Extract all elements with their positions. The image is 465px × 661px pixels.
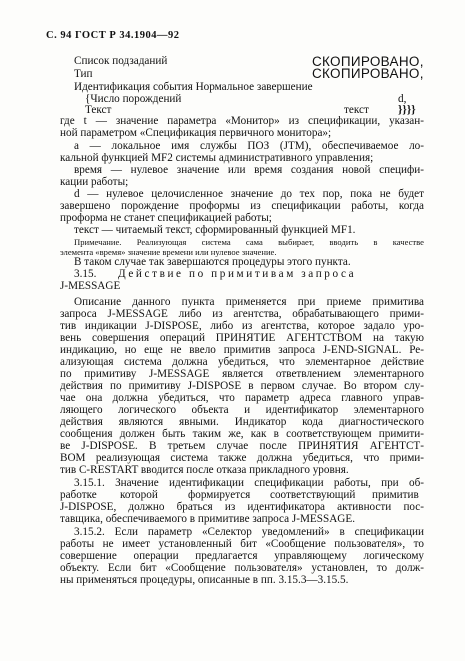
- text-line: сообщения должен быть таким же, как в соответствующем примити-: [60, 428, 424, 440]
- text-line: чае она должна убедиться, что параметр адреса главного управ-: [60, 392, 424, 404]
- text-line: примитив: [372, 489, 419, 501]
- text-line: завершено порождение профоpмы из спецификации работы, когда: [60, 200, 424, 212]
- text-line: вень совершения операций ПРИНЯТИЕ АГЕНТСТВОМ на такую: [60, 332, 424, 344]
- text-line: время — нулевое значение или время создания новой специфи-: [74, 164, 424, 176]
- text-line: объекту. Если бит «Сообщение пользователя» установлен, то долж-: [60, 562, 424, 574]
- text-line: 3.15.2. Если параметр «Селектор уведомлений» в спецификации: [74, 526, 424, 538]
- text-line: Идентификация события Нормальное завершение: [74, 81, 313, 93]
- text-line: ляющего логического объекта и идентификатор элементарного: [60, 404, 424, 416]
- text-line: Текст: [85, 104, 112, 116]
- text-line: действия по примитиву J-DISPOSE в первом случае. Во втором слу-: [60, 380, 424, 392]
- text-line: ве J-DISPOSE. В третьем случае после ПРИНЯТИЯ АГЕНТСТ-: [60, 440, 424, 452]
- text-line: работы не имеет установленный бит «Сообщение пользователя», то: [60, 538, 424, 550]
- text-line: по примитиву J-MESSAGE является ответвлением элементарного: [60, 368, 424, 380]
- text-line: 3.15.1. Значение идентификации спецификации работы, при об-: [74, 477, 424, 489]
- text-line: ны применяться процедуры, описанные в пп. 3.15.3—3.15.5.: [60, 574, 349, 586]
- text-line: где t — значение параметра «Монитор» из спецификации, указан-: [60, 115, 424, 127]
- text-line: кации работы;: [60, 176, 129, 188]
- copied-stamp-2: СКОПИРОВАНО,: [312, 66, 424, 81]
- text-line: d,: [398, 93, 407, 105]
- text-line: индикацию, но еще не ввело примитив запроса J-END-SIGNAL. Ре-: [60, 344, 424, 356]
- text-line: тив C-RESTART вводится после отказа прикладного уровня.: [60, 464, 349, 476]
- text-line: Описание данного пункта применяется при приеме примитива: [74, 296, 424, 308]
- text-line: Тип: [74, 68, 93, 80]
- text-line: Список подзаданий: [74, 55, 168, 67]
- text-line: тив индикации J-DISPOSE, либо из агентства, которое задало уро-: [60, 320, 424, 332]
- text-line: }}}}: [398, 104, 416, 116]
- note-line: элемента «время» значение времени или нулевое значение.: [60, 247, 277, 257]
- text-line: J-DISPOSE, должно браться из идентификатора активности пос-: [60, 501, 424, 513]
- note-line: Примечание. Реализующая система сама выбирает, вводить в качестве: [74, 237, 424, 247]
- text-line: которой: [120, 489, 158, 501]
- copied-stamp-1: СКОПИРОВАНО,: [312, 54, 424, 69]
- section-title: Действие по примитивам запроса: [118, 268, 357, 280]
- text-line: ализующая система должна убедиться, что элементарное действие: [60, 356, 424, 368]
- page-header: С. 94 ГОСТ Р 34.1904—92: [46, 30, 180, 41]
- text-line: текст — читаемый текст, сформированный функцией MF1.: [74, 224, 356, 236]
- text-line: соответствующий: [270, 489, 356, 501]
- text-line: совершение операции предлагается управляющему логическому: [60, 550, 424, 562]
- text-line: формируется: [188, 489, 251, 501]
- text-line: кальной функцией MF2 системы административного управления;: [60, 152, 374, 164]
- text-line: тавщика, обеспечиваемого в примитиве запроса J-MESSAGE.: [60, 513, 355, 525]
- text-line: текст: [344, 104, 369, 116]
- text-line: а — локальное имя службы ПОЗ (JTM), обеспечиваемое ло-: [74, 140, 424, 152]
- text-line: проформа не станет спецификацией работы;: [60, 212, 272, 224]
- text-line: работке: [60, 489, 97, 501]
- text-line: В таком случае так завершаются процедуры этого пункта.: [74, 256, 351, 268]
- text-line: ной параметром «Спецификация первичного монитора»;: [60, 127, 332, 139]
- text-line: {Число порождений: [85, 93, 182, 105]
- text-line: действия являются явными. Индикатор кода диагностического: [60, 416, 424, 428]
- section-title-cont: J-MESSAGE: [60, 280, 121, 292]
- text-line: d — нулевое целочисленное значение до тех пор, пока не будет: [74, 188, 424, 200]
- text-line: ВОМ реализующая система также должна убедиться, что прими-: [60, 452, 424, 464]
- text-line: запроса J-MESSAGE либо из агентства, обрабатывающего прими-: [60, 308, 424, 320]
- section-number: 3.15.: [74, 268, 97, 280]
